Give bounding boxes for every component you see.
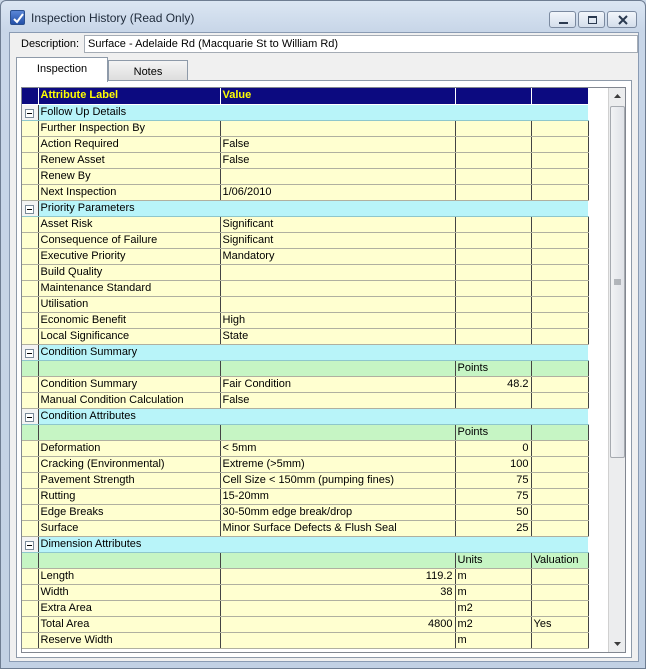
value-cell[interactable]: Significant xyxy=(220,232,455,248)
group-label: Condition Attributes xyxy=(38,408,588,424)
extra-cell-1[interactable]: m2 xyxy=(455,600,531,616)
tab-inspection[interactable]: Inspection xyxy=(16,57,108,82)
extra-cell-1[interactable]: 50 xyxy=(455,504,531,520)
extra-cell-1[interactable] xyxy=(455,184,531,200)
row-gutter xyxy=(22,312,38,328)
value-cell[interactable]: 119.2 xyxy=(220,568,455,584)
table-row xyxy=(22,568,588,584)
collapse-minus-icon[interactable] xyxy=(25,205,34,214)
extra-cell-1[interactable]: 100 xyxy=(455,456,531,472)
extra-cell-1[interactable] xyxy=(455,136,531,152)
row-gutter xyxy=(22,184,38,200)
attribute-label-cell[interactable]: Extra Area xyxy=(38,600,220,616)
extra-cell-1[interactable] xyxy=(455,120,531,136)
group-row xyxy=(22,344,588,360)
table-row xyxy=(22,312,588,328)
attribute-label-cell[interactable]: Manual Condition Calculation xyxy=(38,392,220,408)
row-gutter xyxy=(22,168,38,184)
attribute-label-cell[interactable]: Pavement Strength xyxy=(38,472,220,488)
value-cell[interactable] xyxy=(220,120,455,136)
attribute-label-cell[interactable]: Utilisation xyxy=(38,296,220,312)
value-cell[interactable]: Cell Size < 150mm (pumping fines) xyxy=(220,472,455,488)
value-cell[interactable] xyxy=(220,600,455,616)
row-gutter xyxy=(22,136,38,152)
extra-cell-1[interactable]: 0 xyxy=(455,440,531,456)
extra-cell-2[interactable] xyxy=(531,456,588,472)
attribute-label-cell[interactable]: Local Significance xyxy=(38,328,220,344)
extra-cell-1: Points xyxy=(455,360,531,376)
column-header-value[interactable]: Value xyxy=(220,88,455,104)
value-cell[interactable] xyxy=(220,632,455,648)
group-toggle-cell[interactable] xyxy=(22,408,38,424)
extra-cell-1[interactable]: m xyxy=(455,632,531,648)
row-gutter xyxy=(22,280,38,296)
collapse-minus-icon[interactable] xyxy=(25,349,34,358)
row-gutter xyxy=(22,216,38,232)
value-cell[interactable]: < 5mm xyxy=(220,440,455,456)
extra-cell-2: Valuation xyxy=(531,552,588,568)
attribute-label-cell[interactable]: Surface xyxy=(38,520,220,536)
tab-notes[interactable]: Notes xyxy=(108,60,188,81)
extra-cell-1[interactable]: m xyxy=(455,584,531,600)
value-cell[interactable] xyxy=(220,280,455,296)
group-toggle-cell[interactable] xyxy=(22,200,38,216)
extra-cell-2[interactable] xyxy=(531,312,588,328)
row-gutter xyxy=(22,472,38,488)
attribute-label-cell[interactable]: Renew By xyxy=(38,168,220,184)
value-cell[interactable]: False xyxy=(220,392,455,408)
table-row xyxy=(22,184,588,200)
extra-cell-1[interactable] xyxy=(455,168,531,184)
table-row xyxy=(22,520,588,536)
row-gutter xyxy=(22,120,38,136)
value-cell xyxy=(220,552,455,568)
table-row xyxy=(22,168,588,184)
row-gutter xyxy=(22,600,38,616)
value-cell[interactable] xyxy=(220,296,455,312)
group-label: Dimension Attributes xyxy=(38,536,588,552)
row-gutter xyxy=(22,440,38,456)
value-cell[interactable]: High xyxy=(220,312,455,328)
attribute-label-cell[interactable]: Maintenance Standard xyxy=(38,280,220,296)
table-row xyxy=(22,376,588,392)
group-row xyxy=(22,200,588,216)
value-cell[interactable] xyxy=(220,168,455,184)
value-cell xyxy=(220,360,455,376)
row-gutter xyxy=(22,264,38,280)
extra-cell-1[interactable] xyxy=(455,392,531,408)
attribute-label-cell xyxy=(38,552,220,568)
extra-cell-1[interactable] xyxy=(455,312,531,328)
attribute-label-cell[interactable]: Cracking (Environmental) xyxy=(38,456,220,472)
row-gutter xyxy=(22,568,38,584)
value-cell[interactable]: 1/06/2010 xyxy=(220,184,455,200)
scroll-down-arrow-icon[interactable] xyxy=(609,635,626,652)
attribute-label-cell[interactable]: Economic Benefit xyxy=(38,312,220,328)
table-row xyxy=(22,232,588,248)
extra-cell-2[interactable] xyxy=(531,264,588,280)
extra-cell-1[interactable]: m xyxy=(455,568,531,584)
vertical-scrollbar[interactable] xyxy=(608,88,625,652)
row-gutter xyxy=(22,632,38,648)
extra-cell-2[interactable] xyxy=(531,440,588,456)
attribute-table xyxy=(22,88,589,649)
dialog-client-area xyxy=(9,32,639,662)
attribute-label-cell[interactable]: Renew Asset xyxy=(38,152,220,168)
row-gutter xyxy=(22,424,38,440)
row-gutter xyxy=(22,152,38,168)
value-cell[interactable]: False xyxy=(220,152,455,168)
subheader-row xyxy=(22,424,588,440)
attribute-label-cell[interactable]: Executive Priority xyxy=(38,248,220,264)
row-gutter xyxy=(22,616,38,632)
group-label: Condition Summary xyxy=(38,344,588,360)
column-header-attribute-label[interactable]: Attribute Label xyxy=(38,88,220,104)
close-button[interactable] xyxy=(607,11,637,28)
value-cell[interactable]: 30-50mm edge break/drop xyxy=(220,504,455,520)
scrollbar-thumb[interactable] xyxy=(610,106,625,458)
value-cell[interactable]: Significant xyxy=(220,216,455,232)
maximize-button[interactable] xyxy=(578,11,605,28)
row-gutter xyxy=(22,504,38,520)
extra-cell-1[interactable]: 25 xyxy=(455,520,531,536)
subheader-row xyxy=(22,360,588,376)
group-row xyxy=(22,104,588,120)
extra-cell-2[interactable] xyxy=(531,248,588,264)
extra-cell-2[interactable] xyxy=(531,328,588,344)
extra-cell-1[interactable] xyxy=(455,248,531,264)
row-gutter xyxy=(22,456,38,472)
extra-cell-2[interactable] xyxy=(531,600,588,616)
value-cell[interactable] xyxy=(220,264,455,280)
attribute-label-cell[interactable]: Action Required xyxy=(38,136,220,152)
extra-cell-2[interactable] xyxy=(531,472,588,488)
scroll-up-arrow-icon[interactable] xyxy=(609,88,626,105)
description-label: Description: xyxy=(21,38,80,50)
row-gutter xyxy=(22,360,38,376)
value-cell[interactable]: Minor Surface Defects & Flush Seal xyxy=(220,520,455,536)
extra-cell-2[interactable] xyxy=(531,584,588,600)
table-row xyxy=(22,296,588,312)
checkbox-app-icon xyxy=(10,10,25,25)
table-row xyxy=(22,392,588,408)
extra-cell-1[interactable] xyxy=(455,296,531,312)
extra-cell-2[interactable] xyxy=(531,504,588,520)
extra-cell-1[interactable] xyxy=(455,152,531,168)
table-row xyxy=(22,328,588,344)
extra-cell-2[interactable] xyxy=(531,168,588,184)
table-row xyxy=(22,120,588,136)
value-cell[interactable]: 38 xyxy=(220,584,455,600)
table-header xyxy=(22,88,588,104)
extra-cell-1[interactable]: 75 xyxy=(455,488,531,504)
attribute-label-cell[interactable]: Build Quality xyxy=(38,264,220,280)
extra-cell-2[interactable] xyxy=(531,136,588,152)
table-row xyxy=(22,600,588,616)
header-gutter xyxy=(22,88,38,104)
group-row xyxy=(22,536,588,552)
window-title: Inspection History (Read Only) xyxy=(31,11,195,25)
attribute-label-cell xyxy=(38,424,220,440)
title-bar[interactable] xyxy=(1,1,645,33)
collapse-minus-icon[interactable] xyxy=(25,109,34,118)
table-row xyxy=(22,584,588,600)
table-row xyxy=(22,280,588,296)
extra-cell-1[interactable] xyxy=(455,216,531,232)
table-row xyxy=(22,152,588,168)
row-gutter xyxy=(22,488,38,504)
inspection-tab-panel xyxy=(16,80,632,658)
extra-cell-2[interactable] xyxy=(531,280,588,296)
row-gutter xyxy=(22,232,38,248)
description-field[interactable]: Surface - Adelaide Rd (Macquarie St to William Rd) xyxy=(84,35,638,53)
extra-cell-2[interactable] xyxy=(531,296,588,312)
table-row xyxy=(22,616,588,632)
attribute-label-cell[interactable]: Total Area xyxy=(38,616,220,632)
row-gutter xyxy=(22,392,38,408)
attribute-label-cell[interactable]: Reserve Width xyxy=(38,632,220,648)
extra-cell-2[interactable]: Yes xyxy=(531,616,588,632)
extra-cell-1[interactable] xyxy=(455,232,531,248)
row-gutter xyxy=(22,296,38,312)
table-row xyxy=(22,456,588,472)
table-row xyxy=(22,632,588,648)
table-row xyxy=(22,264,588,280)
extra-cell-2[interactable] xyxy=(531,392,588,408)
minimize-button[interactable] xyxy=(549,11,576,28)
value-cell[interactable]: Extreme (>5mm) xyxy=(220,456,455,472)
collapse-minus-icon[interactable] xyxy=(25,541,34,550)
value-cell[interactable]: 4800 xyxy=(220,616,455,632)
collapse-minus-icon[interactable] xyxy=(25,413,34,422)
attribute-label-cell xyxy=(38,360,220,376)
attribute-label-cell[interactable]: Further Inspection By xyxy=(38,120,220,136)
value-cell xyxy=(220,424,455,440)
extra-cell-1[interactable]: 48.2 xyxy=(455,376,531,392)
table-row xyxy=(22,136,588,152)
extra-cell-2[interactable] xyxy=(531,152,588,168)
group-toggle-cell[interactable] xyxy=(22,536,38,552)
group-row xyxy=(22,408,588,424)
attribute-label-cell[interactable]: Rutting xyxy=(38,488,220,504)
description-row xyxy=(10,33,638,55)
row-gutter xyxy=(22,552,38,568)
extra-cell-2[interactable] xyxy=(531,520,588,536)
value-cell[interactable]: Mandatory xyxy=(220,248,455,264)
attribute-label-cell[interactable]: Width xyxy=(38,584,220,600)
extra-cell-2[interactable] xyxy=(531,232,588,248)
row-gutter xyxy=(22,376,38,392)
extra-cell-2[interactable] xyxy=(531,184,588,200)
extra-cell-1: Units xyxy=(455,552,531,568)
extra-cell-1[interactable]: 75 xyxy=(455,472,531,488)
table-row xyxy=(22,472,588,488)
group-toggle-cell[interactable] xyxy=(22,344,38,360)
attribute-label-cell[interactable]: Asset Risk xyxy=(38,216,220,232)
value-cell[interactable]: Fair Condition xyxy=(220,376,455,392)
table-row xyxy=(22,216,588,232)
attribute-label-cell[interactable]: Edge Breaks xyxy=(38,504,220,520)
value-cell[interactable]: 15-20mm xyxy=(220,488,455,504)
column-header-extra-1[interactable] xyxy=(455,88,531,104)
table-row xyxy=(22,248,588,264)
extra-cell-2[interactable] xyxy=(531,488,588,504)
extra-cell-2[interactable] xyxy=(531,568,588,584)
extra-cell-1[interactable] xyxy=(455,328,531,344)
attribute-label-cell[interactable]: Condition Summary xyxy=(38,376,220,392)
group-toggle-cell[interactable] xyxy=(22,104,38,120)
value-cell[interactable]: State xyxy=(220,328,455,344)
extra-cell-2 xyxy=(531,424,588,440)
column-header-extra-2[interactable] xyxy=(531,88,588,104)
row-gutter xyxy=(22,328,38,344)
table-row xyxy=(22,440,588,456)
extra-cell-1[interactable] xyxy=(455,264,531,280)
extra-cell-1: Points xyxy=(455,424,531,440)
subheader-row xyxy=(22,552,588,568)
value-cell[interactable]: False xyxy=(220,136,455,152)
extra-cell-2[interactable] xyxy=(531,216,588,232)
attribute-label-cell[interactable]: Deformation xyxy=(38,440,220,456)
table-row xyxy=(22,488,588,504)
extra-cell-1[interactable] xyxy=(455,280,531,296)
extra-cell-2[interactable] xyxy=(531,376,588,392)
attribute-label-cell[interactable]: Next Inspection xyxy=(38,184,220,200)
extra-cell-2[interactable] xyxy=(531,120,588,136)
attribute-label-cell[interactable]: Length xyxy=(38,568,220,584)
table-row xyxy=(22,504,588,520)
extra-cell-2 xyxy=(531,360,588,376)
row-gutter xyxy=(22,584,38,600)
row-gutter xyxy=(22,520,38,536)
extra-cell-2[interactable] xyxy=(531,632,588,648)
attribute-label-cell[interactable]: Consequence of Failure xyxy=(38,232,220,248)
attribute-grid xyxy=(21,87,626,653)
group-label: Priority Parameters xyxy=(38,200,588,216)
group-label: Follow Up Details xyxy=(38,104,588,120)
row-gutter xyxy=(22,248,38,264)
extra-cell-1[interactable]: m2 xyxy=(455,616,531,632)
